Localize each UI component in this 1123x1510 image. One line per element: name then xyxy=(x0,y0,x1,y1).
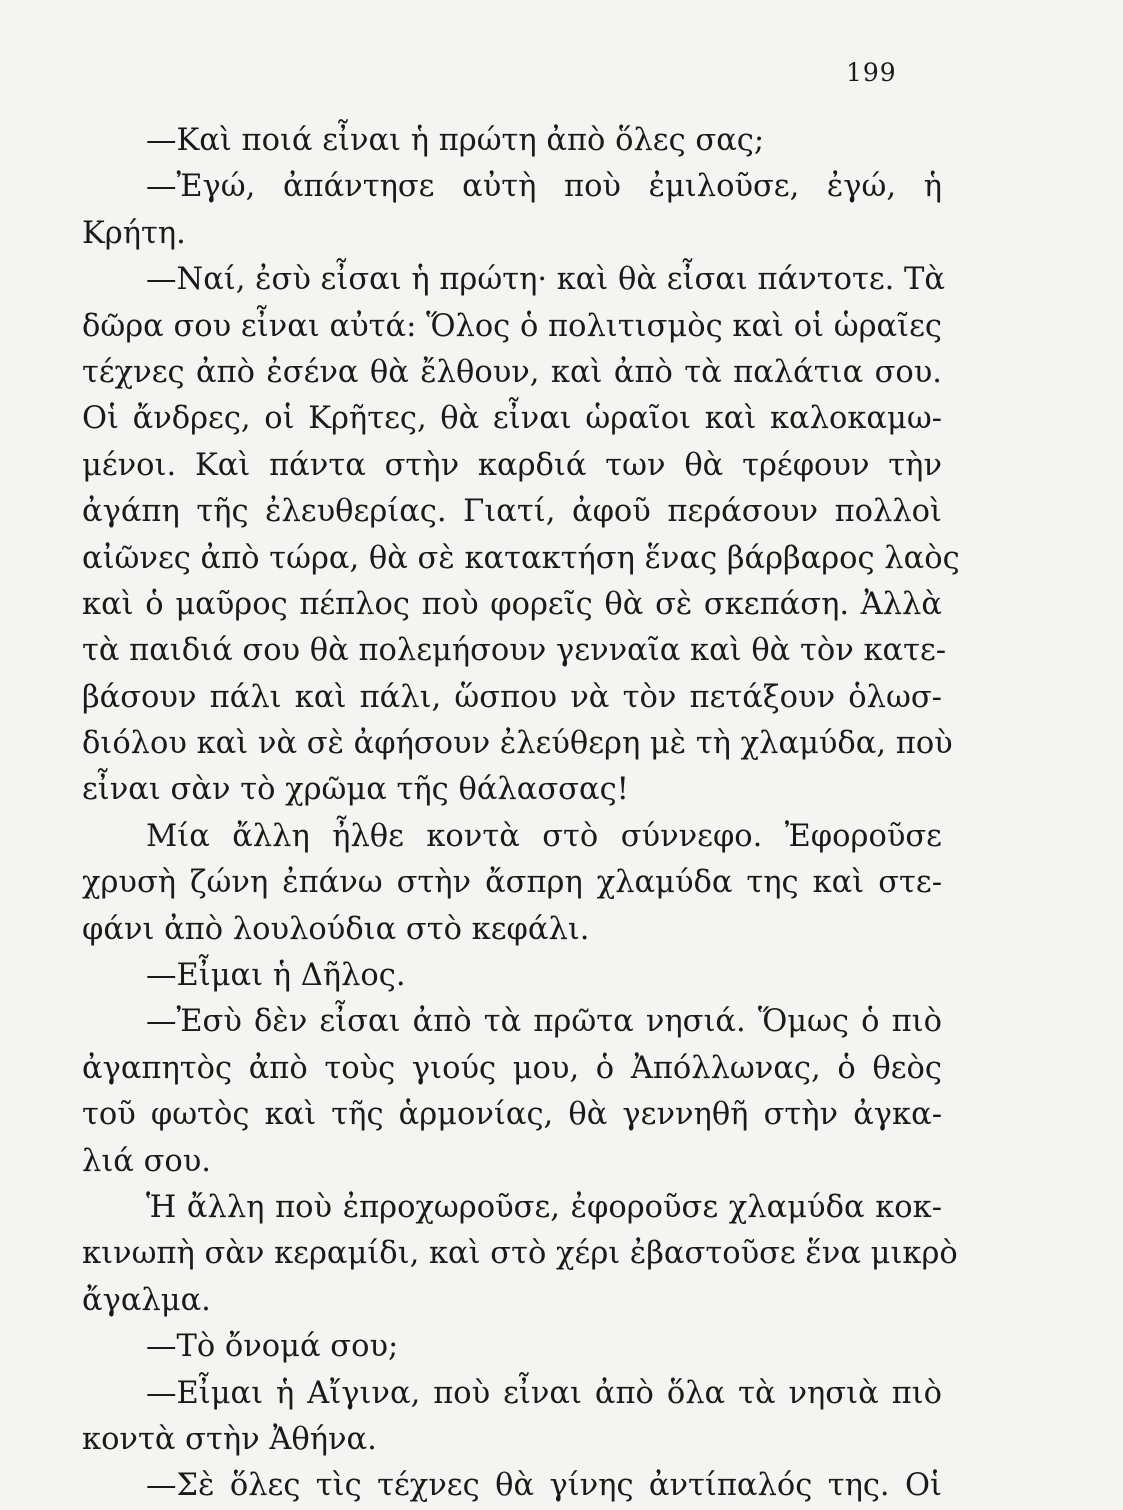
text-line: αἰῶνες ἀπὸ τώρα, θὰ σὲ κατακτήση ἕνας βάρβαρος λαὸς xyxy=(82,540,960,576)
text-line: δῶρα σου εἶναι αὐτά: Ὅλος ὁ πολιτισμὸς καὶ οἱ ὡραῖες xyxy=(82,308,942,344)
text-line: κινωπὴ σὰν κεραμίδι, καὶ στὸ χέρι ἐβαστοῦσε ἕνα μικρὸ xyxy=(82,1236,958,1272)
text-line: —Ἐγώ, ἀπάντησε αὐτὴ ποὺ ἐμιλοῦσε, ἐγώ, ἡ xyxy=(146,169,942,205)
text-line: φάνι ἀπὸ λουλούδια στὸ κεφάλι. xyxy=(82,911,590,947)
text-line: χρυσὴ ζώνη ἐπάνω στὴν ἄσπρη χλαμύδα της καὶ στε- xyxy=(82,865,942,901)
text-line: —Ναί, ἐσὺ εἶσαι ἡ πρώτη· καὶ θὰ εἶσαι πάντοτε. Τὰ xyxy=(146,262,945,298)
text-line: —Καὶ ποιά εἶναι ἡ πρώτη ἀπὸ ὅλες σας; xyxy=(146,123,765,158)
body-text xyxy=(82,118,960,1510)
text-line: —Εἶμαι ἡ Δῆλος. xyxy=(146,958,406,994)
text-line: Ἡ ἄλλη ποὺ ἐπροχωροῦσε, ἐφοροῦσε χλαμύδα κοκ- xyxy=(146,1189,942,1225)
text-line: Οἱ ἄνδρες, οἱ Κρῆτες, θὰ εἶναι ὡραῖοι καὶ καλοκαμω- xyxy=(82,401,942,437)
text-line: —Εἶμαι ἡ Αἴγινα, ποὺ εἶναι ἀπὸ ὅλα τὰ νησιὰ πιὸ xyxy=(146,1375,942,1411)
text-line: Κρήτη. xyxy=(82,215,186,251)
text-line: τὰ παιδιά σου θὰ πολεμήσουν γενναῖα καὶ θὰ τὸν κατε- xyxy=(82,633,947,669)
text-line: λιά σου. xyxy=(82,1143,211,1179)
text-line: —Ἐσὺ δὲν εἶσαι ἀπὸ τὰ πρῶτα νησιά. Ὅμως ὁ πιὸ xyxy=(146,1004,942,1040)
text-line: βάσουν πάλι καὶ πάλι, ὥσπου νὰ τὸν πετάξουν ὁλωσ- xyxy=(82,679,942,715)
text-line: Μία ἄλλη ἦλθε κοντὰ στὸ σύννεφο. Ἐφοροῦσε xyxy=(146,818,942,854)
text-line: ἄγαλμα. xyxy=(82,1282,211,1318)
text-line: μένοι. Καὶ πάντα στὴν καρδιά των θὰ τρέφουν τὴν xyxy=(82,447,942,483)
text-line: ἀγάπη τῆς ἐλευθερίας. Γιατί, ἀφοῦ περάσουν πολλοὶ xyxy=(82,494,942,530)
text-line: κοντὰ στὴν Ἀθήνα. xyxy=(82,1421,377,1457)
text-line: —Τὸ ὄνομά σου; xyxy=(146,1329,399,1365)
page-number: 199 xyxy=(846,58,897,87)
text-line: καὶ ὁ μαῦρος πέπλος ποὺ φορεῖς θὰ σὲ σκεπάση. Ἀλλὰ xyxy=(82,586,942,622)
text-line: τοῦ φωτὸς καὶ τῆς ἁρμονίας, θὰ γεννηθῆ στὴν ἀγκα- xyxy=(82,1097,942,1133)
text-line: τέχνες ἀπὸ ἐσένα θὰ ἔλθουν, καὶ ἀπὸ τὰ παλάτια σου. xyxy=(82,354,942,390)
text-line: εἶναι σὰν τὸ χρῶμα τῆς θάλασσας! xyxy=(82,772,629,808)
text-line: ἀγαπητὸς ἀπὸ τοὺς γιούς μου, ὁ Ἀπόλλωνας, ὁ θεὸς xyxy=(82,1050,942,1086)
text-line: —Σὲ ὅλες τὶς τέχνες θὰ γίνης ἀντίπαλός της. Οἱ xyxy=(146,1468,942,1504)
text-line: διόλου καὶ νὰ σὲ ἀφήσουν ἐλεύθερη μὲ τὴ χλαμύδα, ποὺ xyxy=(82,726,953,762)
